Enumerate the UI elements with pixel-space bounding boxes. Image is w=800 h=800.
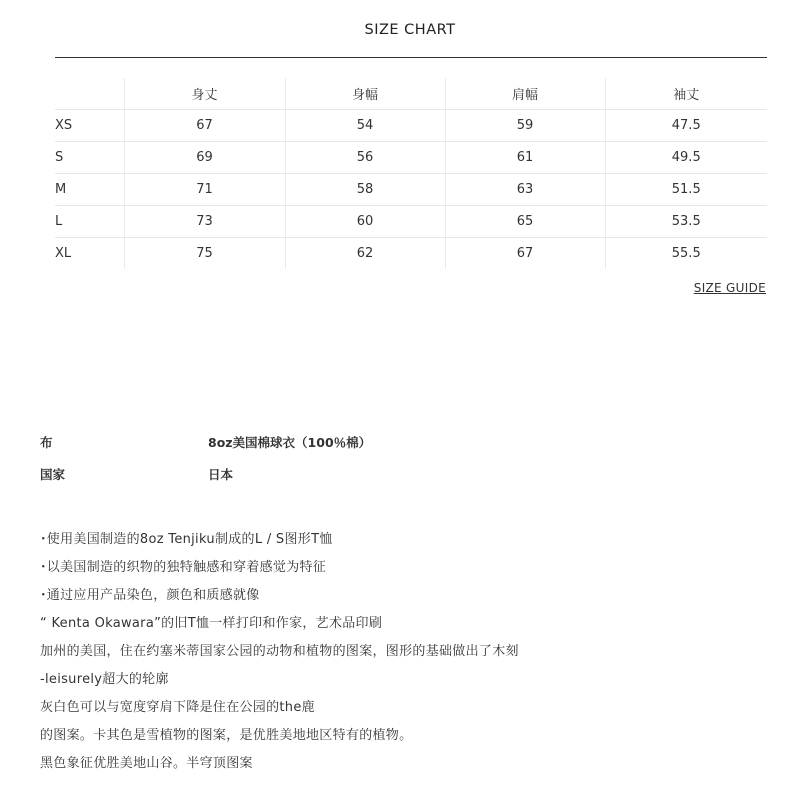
table-row — [55, 110, 767, 142]
size-label: M — [55, 174, 124, 206]
spec-label: 国家 — [40, 467, 66, 482]
header-cell-size — [55, 78, 124, 110]
table-cell: 51.5 — [605, 174, 767, 206]
table-cell: 54 — [285, 110, 445, 142]
size-label: L — [55, 206, 124, 238]
table-cell: 75 — [124, 238, 285, 270]
table-cell: 61 — [445, 142, 605, 174]
description-line: 灰白色可以与宽度穿肩下降是住在公园的the鹿 — [40, 700, 315, 715]
spec-label: 布 — [40, 435, 53, 450]
table-cell: 67 — [124, 110, 285, 142]
table-row — [55, 142, 767, 174]
table-cell: 56 — [285, 142, 445, 174]
table-cell: 62 — [285, 238, 445, 270]
product-description — [40, 527, 519, 779]
table-cell: 58 — [285, 174, 445, 206]
table-cell: 67 — [445, 238, 605, 270]
header-row — [55, 78, 767, 110]
table-cell: 73 — [124, 206, 285, 238]
spec-value: 8oz美国棉球衣（100％棉） — [208, 435, 372, 450]
description-line: 黑色象征优胜美地山谷。半穹顶图案 — [40, 756, 253, 771]
table-cell: 59 — [445, 110, 605, 142]
size-chart-title: SIZE CHART — [364, 22, 456, 38]
header-cell-sleeve-length: 袖丈 — [605, 78, 767, 110]
size-label: S — [55, 142, 124, 174]
size-guide-link[interactable]: SIZE GUIDE — [693, 281, 766, 295]
table-cell: 69 — [124, 142, 285, 174]
table-cell: 49.5 — [605, 142, 767, 174]
spec-value: 日本 — [208, 467, 234, 482]
table-cell: 53.5 — [605, 206, 767, 238]
title-divider — [55, 57, 767, 58]
description-line: ･使用美国制造的8oz Tenjiku制成的L / S图形T恤 — [40, 532, 333, 547]
size-chart-table — [55, 78, 767, 269]
description-line: “ Kenta Okawara”的旧T恤一样打印和作家，艺术品印刷 — [40, 616, 383, 631]
table-cell: 60 — [285, 206, 445, 238]
spec-row-fabric — [40, 433, 371, 451]
description-line: -leisurely超大的轮廓 — [40, 672, 169, 687]
description-line: 加州的美国，住在约塞米蒂国家公园的动物和植物的图案，图形的基础做出了木刻 — [40, 644, 519, 659]
description-line: ･以美国制造的织物的独特触感和穿着感觉为特征 — [40, 560, 327, 575]
size-label: XS — [55, 110, 124, 142]
table-cell: 71 — [124, 174, 285, 206]
header-cell-shoulder-width: 肩幅 — [445, 78, 605, 110]
table-row — [55, 238, 767, 270]
table-row — [55, 174, 767, 206]
table-row — [55, 206, 767, 238]
table-cell: 47.5 — [605, 110, 767, 142]
description-line: ･通过应用产品染色，颜色和质感就像 — [40, 588, 260, 603]
spec-row-country — [40, 465, 233, 483]
table-cell: 63 — [445, 174, 605, 206]
table-cell: 55.5 — [605, 238, 767, 270]
size-label: XL — [55, 238, 124, 270]
description-line: 的图案。卡其色是雪植物的图案，是优胜美地地区特有的植物。 — [40, 728, 413, 743]
table-cell: 65 — [445, 206, 605, 238]
header-cell-body-length: 身丈 — [124, 78, 285, 110]
header-cell-body-width: 身幅 — [285, 78, 445, 110]
